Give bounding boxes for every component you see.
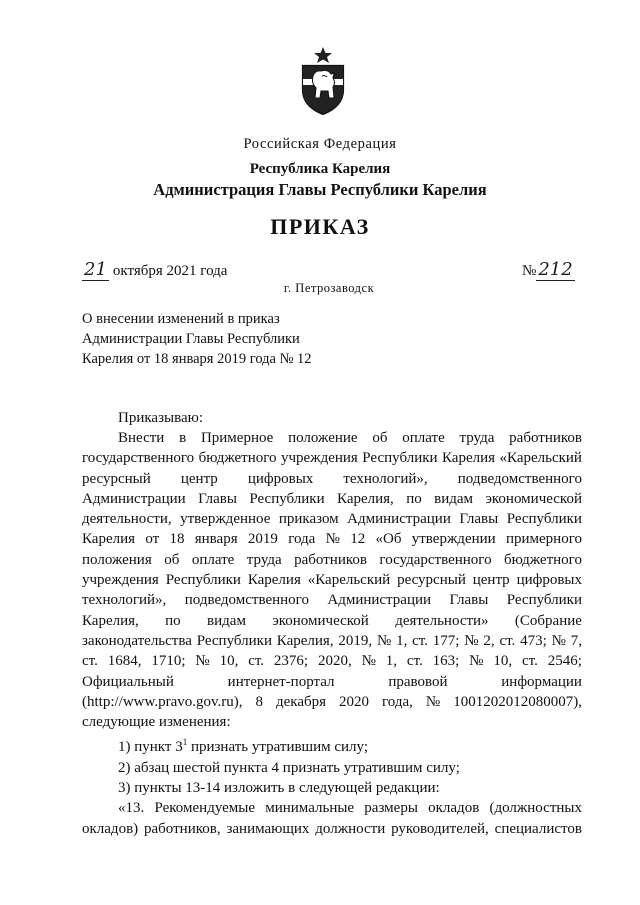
word: окладов): [82, 820, 139, 837]
word: работников: [294, 551, 367, 568]
word: ст.: [412, 632, 428, 649]
handwritten-number: 212: [538, 259, 573, 280]
text-line: [82, 550, 582, 570]
word: №: [361, 653, 376, 670]
text-line: [82, 509, 582, 529]
word: Главы: [449, 592, 489, 609]
word: подведомственного: [457, 470, 582, 487]
word: оплате: [191, 551, 235, 568]
text-line: [82, 819, 582, 839]
word: учреждения: [82, 572, 159, 589]
word: Карелия: [442, 450, 496, 467]
word: «Об: [375, 531, 402, 548]
order-number: [522, 259, 575, 281]
text-line: [82, 448, 582, 468]
word: 18: [169, 531, 185, 548]
text-line: [82, 672, 582, 692]
list-item: 1) пункт $3^1$ признать утратившим силу;: [118, 737, 369, 756]
word: 2376;: [273, 653, 309, 670]
word: 8: [255, 693, 264, 710]
word: оплате: [402, 430, 445, 446]
word: правовой: [388, 673, 448, 690]
word: №: [376, 632, 392, 649]
word: Внести: [118, 430, 165, 446]
word: примерного: [505, 531, 582, 548]
country-name: Российская Федерация: [243, 136, 397, 152]
number-prefix: №: [522, 263, 537, 279]
word: №: [469, 653, 484, 670]
word: информации: [501, 673, 582, 690]
word: Республики: [362, 450, 438, 467]
word: ст.: [82, 653, 98, 670]
word: года,: [382, 693, 413, 710]
word: бюджетного: [198, 450, 277, 467]
word: экономической: [272, 612, 369, 629]
subject-line: Карелия от 18 января 2019 года № 12: [82, 351, 312, 367]
word: работников,: [144, 820, 221, 837]
word: занимающих: [226, 820, 310, 837]
word: «Карельский: [499, 450, 582, 467]
word: центр: [180, 470, 218, 487]
word: Администрации: [327, 592, 432, 609]
order-subject: [82, 309, 382, 369]
word: государственного: [82, 450, 195, 467]
word: цифровых: [247, 470, 314, 487]
word: учреждения: [281, 450, 358, 467]
word: (Собрание: [514, 612, 582, 629]
word: Официальный: [82, 673, 174, 690]
word: Республики: [249, 490, 325, 507]
text-line: [82, 489, 582, 509]
word: №: [464, 632, 479, 649]
word: ст.: [248, 653, 265, 670]
word: об: [372, 430, 388, 446]
city-name: г. Петрозаводск: [283, 281, 375, 295]
word: утверждении: [411, 531, 496, 548]
word: ресурсный: [82, 470, 151, 487]
word: №: [325, 531, 340, 548]
order-date: [82, 259, 227, 281]
word: Республики: [196, 632, 272, 649]
word: года: [288, 531, 316, 548]
word: приказом: [278, 511, 339, 528]
word: 177;: [432, 632, 460, 649]
word: размеры: [364, 800, 418, 817]
word: 7,: [570, 632, 582, 649]
word: 2020,: [317, 653, 352, 670]
karelia-coat-of-arms-icon: [298, 46, 348, 116]
word: 12: [350, 531, 366, 548]
word: 10,: [493, 653, 513, 670]
word: (должностных: [489, 800, 582, 817]
word: Примерное: [200, 430, 274, 446]
word: Администрации: [82, 490, 186, 507]
word: окладов: [428, 800, 480, 817]
text-line: [82, 798, 582, 818]
word: 2,: [483, 632, 495, 649]
text-line: [82, 651, 582, 671]
list-item: 2) абзац шестой пункта 4 признать утратившим силу;: [118, 759, 460, 776]
word: Республики: [506, 511, 582, 528]
administration-name: Администрация Главы Республики Карелия: [153, 180, 487, 199]
word: 1684,: [107, 653, 142, 670]
word: №: [551, 632, 566, 649]
word: 1,: [396, 632, 408, 649]
word: Карелия,: [82, 612, 139, 629]
word: интернет-портал: [227, 673, 335, 690]
word: минимальные: [265, 800, 355, 817]
word: Карелия,: [337, 490, 394, 507]
word: видам: [434, 490, 474, 507]
word: (http://www.pravo.gov.ru),: [82, 693, 243, 710]
text-line: [82, 529, 582, 549]
handwritten-day: 21: [84, 259, 107, 280]
word: 2019: [247, 531, 278, 548]
text-line: [82, 590, 582, 610]
text-line: [82, 469, 582, 489]
word: ст.: [499, 632, 516, 649]
word: технологий»,: [82, 592, 167, 609]
word: 473;: [520, 632, 547, 649]
word: видам: [207, 612, 246, 629]
word: Республики: [506, 592, 582, 609]
text-line: [82, 631, 582, 651]
word: государственного: [379, 551, 492, 568]
word: Карелия,: [276, 632, 334, 649]
text-line: [82, 570, 582, 590]
word: ст.: [406, 653, 423, 670]
word: 1001202012080007),: [453, 693, 582, 710]
word: положение: [288, 430, 358, 446]
word: по: [165, 612, 181, 629]
word: декабря: [276, 693, 327, 710]
word: утвержденное: [180, 511, 271, 528]
subject-line: Администрации Главы Республики: [82, 331, 300, 347]
word: труда: [459, 430, 495, 446]
word: об: [164, 551, 180, 568]
text-line: [82, 428, 582, 448]
word: цифровых: [516, 572, 582, 589]
word: «Карельский: [307, 572, 391, 589]
word: положения: [82, 551, 152, 568]
word: законодательства: [82, 632, 192, 649]
word: центр: [472, 572, 510, 589]
word: деятельности»: [395, 612, 489, 629]
republic-name: Республика Карелия: [249, 161, 391, 177]
word: января: [194, 531, 238, 548]
word: 2546;: [547, 653, 582, 670]
word: 163;: [432, 653, 460, 670]
word: 1,: [385, 653, 398, 670]
word: по: [406, 490, 422, 507]
word: ст.: [521, 653, 538, 670]
word: должности: [315, 820, 386, 837]
subject-line: О внесении изменений в приказ: [82, 311, 280, 327]
word: 2020: [339, 693, 370, 710]
document-type-title: ПРИКАЗ: [270, 214, 370, 239]
word: Республики: [165, 572, 241, 589]
list-item: 3) пункты 13-14 изложить в следующей редакции:: [118, 780, 440, 797]
word: деятельности,: [82, 511, 172, 528]
word: специалистов: [494, 820, 582, 837]
word: №: [425, 693, 441, 710]
word: Главы: [459, 511, 499, 528]
word: в: [179, 430, 187, 446]
word: 10,: [219, 653, 239, 670]
word: подведомственного: [184, 592, 309, 609]
paragraph-last-line: следующие изменения:: [82, 714, 231, 731]
order-directive: Приказываю:: [118, 410, 203, 426]
word: бюджетного: [504, 551, 582, 568]
word: 1710;: [151, 653, 186, 670]
quoted-text: [82, 798, 582, 839]
word: руководителей,: [391, 820, 489, 837]
text-line: [82, 692, 582, 712]
word: Рекомендуемые: [154, 800, 256, 817]
main-paragraph: [82, 428, 582, 712]
word: Главы: [198, 490, 237, 507]
word: Администрации: [347, 511, 451, 528]
text-line: [82, 611, 582, 631]
word: работников: [509, 430, 582, 446]
word: от: [145, 531, 160, 548]
word: экономической: [485, 490, 582, 507]
word: труда: [246, 551, 282, 568]
date-text: октября 2021 года: [112, 263, 228, 279]
word: технологий»,: [343, 470, 428, 487]
word: «13.: [118, 800, 145, 817]
word: 2019,: [338, 632, 373, 649]
word: №: [195, 653, 210, 670]
word: Карелия: [82, 531, 136, 548]
word: ресурсный: [397, 572, 466, 589]
word: Карелия: [247, 572, 301, 589]
order-body: [82, 428, 582, 839]
